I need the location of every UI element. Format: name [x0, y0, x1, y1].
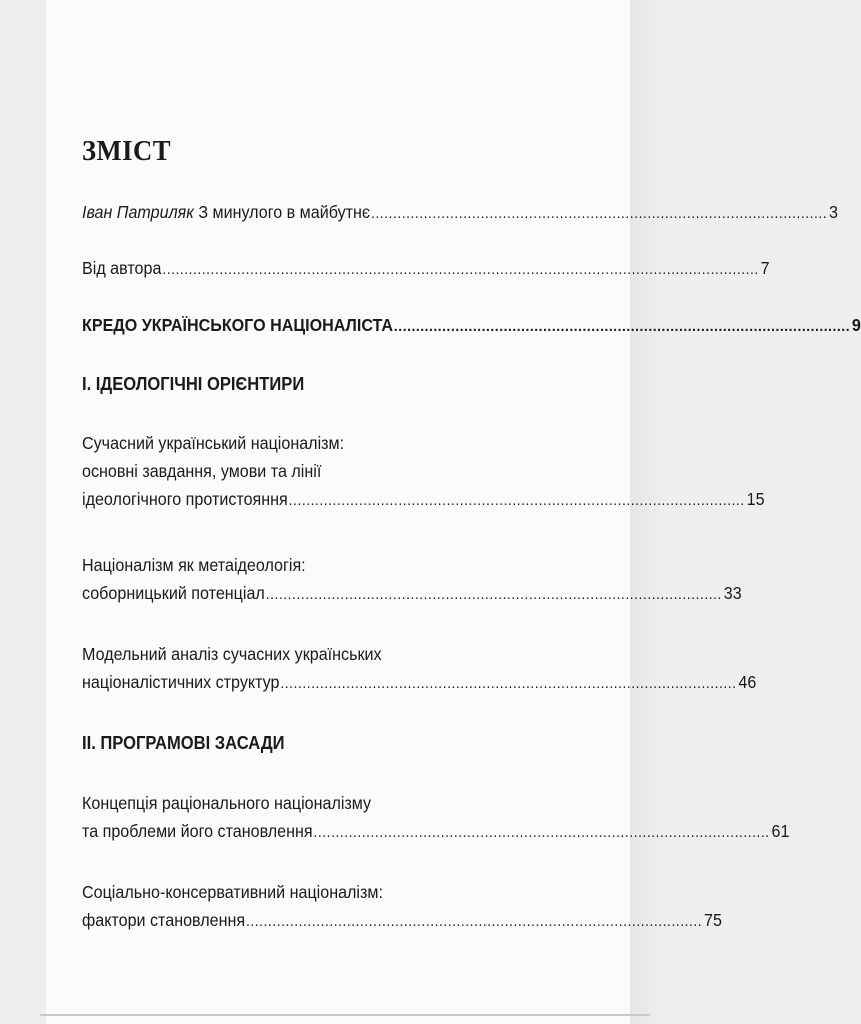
- toc-entry[interactable]: [82, 551, 742, 609]
- toc-entry-title: Від автора: [82, 258, 162, 278]
- toc-leader-dots: ........................................................................................................: [245, 913, 703, 930]
- toc-entry-line: Соціально-консервативний націоналізм:: [82, 882, 383, 902]
- toc-entry[interactable]: [82, 640, 757, 698]
- toc-entry[interactable]: [82, 198, 838, 228]
- toc-entry-title: ідеологічного протистояння: [82, 489, 288, 509]
- toc-title: ЗМІСТ: [82, 135, 172, 167]
- toc-entry-line: Концепція раціонального націоналізму: [82, 793, 372, 813]
- toc-entry-line: основні завдання, умови та лінії: [82, 461, 322, 481]
- toc-leader-dots: ........................................................................................................: [393, 318, 851, 335]
- toc-leader-dots: ........................................................................................................: [313, 824, 770, 841]
- toc-page-number: 61: [771, 821, 790, 841]
- toc-entry-author: Іван Патриляк: [82, 202, 194, 222]
- toc-page-number: 33: [723, 583, 742, 603]
- toc-entry-title: КРЕДО УКРАЇНСЬКОГО НАЦІОНАЛІСТА: [82, 315, 394, 335]
- toc-entry[interactable]: [82, 311, 861, 341]
- toc-section-heading[interactable]: ІІ. ПРОГРАМОВІ ЗАСАДИ: [82, 733, 285, 753]
- page-bottom-edge: [40, 1014, 650, 1016]
- toc-entry[interactable]: [82, 789, 790, 847]
- toc-leader-dots: ........................................................................................................: [280, 675, 737, 692]
- toc-section-heading[interactable]: І. ІДЕОЛОГІЧНІ ОРІЄНТИРИ: [82, 374, 305, 394]
- toc-page-number: 9: [851, 315, 861, 335]
- toc-entry-title: націоналістичних структур: [82, 672, 280, 692]
- toc-page-number: 46: [738, 672, 757, 692]
- toc-page-number: 15: [746, 489, 765, 509]
- toc-entry-title: фактори становлення: [82, 910, 246, 930]
- toc-leader-dots: ........................................................................................................: [371, 205, 828, 222]
- toc-entry-line: Націоналізм як метаідеологія:: [82, 555, 306, 575]
- toc-leader-dots: ........................................................................................................: [265, 586, 722, 603]
- toc-page-number: 7: [760, 258, 770, 278]
- toc-leader-dots: ........................................................................................................: [288, 492, 745, 509]
- toc-entry-title: та проблеми його становлення: [82, 821, 313, 841]
- toc-entry-line: Модельний аналіз сучасних українських: [82, 644, 382, 664]
- toc-entry-title: соборницький потенціал: [82, 583, 265, 603]
- toc-entry[interactable]: [82, 878, 722, 936]
- toc-entry-line: Сучасний український націоналізм:: [82, 433, 345, 453]
- toc-entry-title: З минулого в майбутнє: [198, 202, 371, 222]
- toc-page-number: 75: [703, 910, 722, 930]
- toc-entry[interactable]: [82, 429, 765, 515]
- toc-entry[interactable]: [82, 254, 770, 284]
- toc-leader-dots: ........................................................................................................................................: [162, 261, 759, 278]
- toc-page-number: 3: [829, 202, 838, 222]
